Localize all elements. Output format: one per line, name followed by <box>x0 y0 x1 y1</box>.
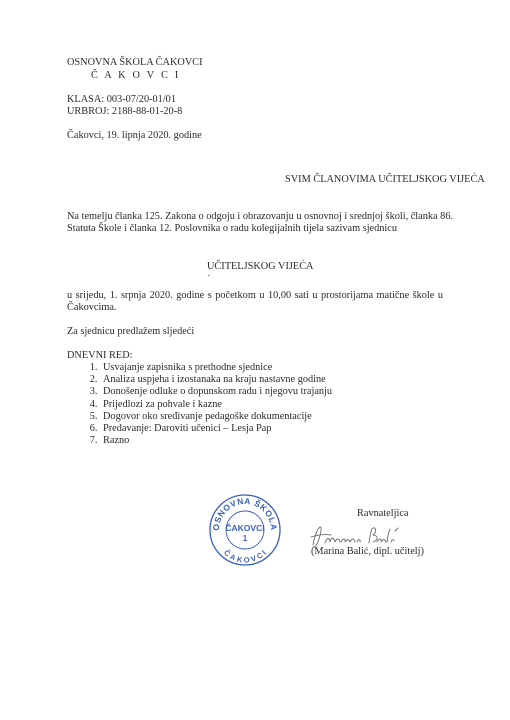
school-stamp <box>208 493 282 567</box>
agenda-item: 2. Analiza uspjeha i izostanaka na kraju nastavne godine <box>100 374 332 386</box>
stamp-bottom-arc: ČAKOVCI <box>222 548 269 565</box>
agenda-item: 6. Predavanje: Daroviti učenici – Lesja Pap <box>100 423 332 435</box>
scan-speck <box>208 275 210 276</box>
agenda-item: 1. Usvajanje zapisnika s prethodne sjednice <box>100 362 332 374</box>
signatory-title: Ravnateljica <box>357 508 409 519</box>
agenda-item: 3. Donošenje odluke o dopunskom radu i njegovu trajanju <box>100 386 332 398</box>
stamp-number: 1 <box>242 534 248 543</box>
school-city: Č A K O V C I <box>91 70 181 81</box>
meeting-details: u srijedu, 1. srpnja 2020. godine s početkom u 10,00 sati u prostorijama matične škole u Čakovcima. <box>67 290 443 313</box>
intro-line-2: Statuta Škole i članka 12. Poslovnika o radu kolegijalnih tijela sazivam sjednicu <box>67 223 398 234</box>
school-name: OSNOVNA ŠKOLA ČAKOVCI <box>67 57 203 68</box>
recipient-line: SVIM ČLANOVIMA UČITELJSKOG VIJEĆA <box>285 174 485 185</box>
agenda-item: 5. Dogovor oko sređivanje pedagoške dokumentacije <box>100 411 332 423</box>
intro-line-1: Na temelju članka 125. Zakona o odgoju i obrazovanju u osnovnoj i srednjoj školi, članka 86. <box>67 211 454 222</box>
council-title: UČITELJSKOG VIJEĆA <box>207 261 314 272</box>
klasa-reference: KLASA: 003-07/20-01/01 <box>67 94 176 105</box>
invitation-line: Za sjednicu predlažem sljedeći <box>67 326 195 337</box>
agenda-item: 4. Prijedlozi za pohvale i kazne <box>100 399 332 411</box>
signatory-name: (Marina Balić, dipl. učitelj) <box>311 546 424 557</box>
agenda-item: 7. Razno <box>100 435 332 447</box>
agenda-list <box>67 362 332 447</box>
stamp-top-arc: OSNOVNA ŠKOLA <box>210 495 280 532</box>
urbroj-reference: URBROJ: 2188-88-01-20-8 <box>67 106 183 117</box>
stamp-center-text: ČAKOVCI <box>225 523 265 533</box>
agenda-title: DNEVNI RED: <box>67 350 133 361</box>
document-date: Čakovci, 19. lipnja 2020. godine <box>67 130 202 141</box>
